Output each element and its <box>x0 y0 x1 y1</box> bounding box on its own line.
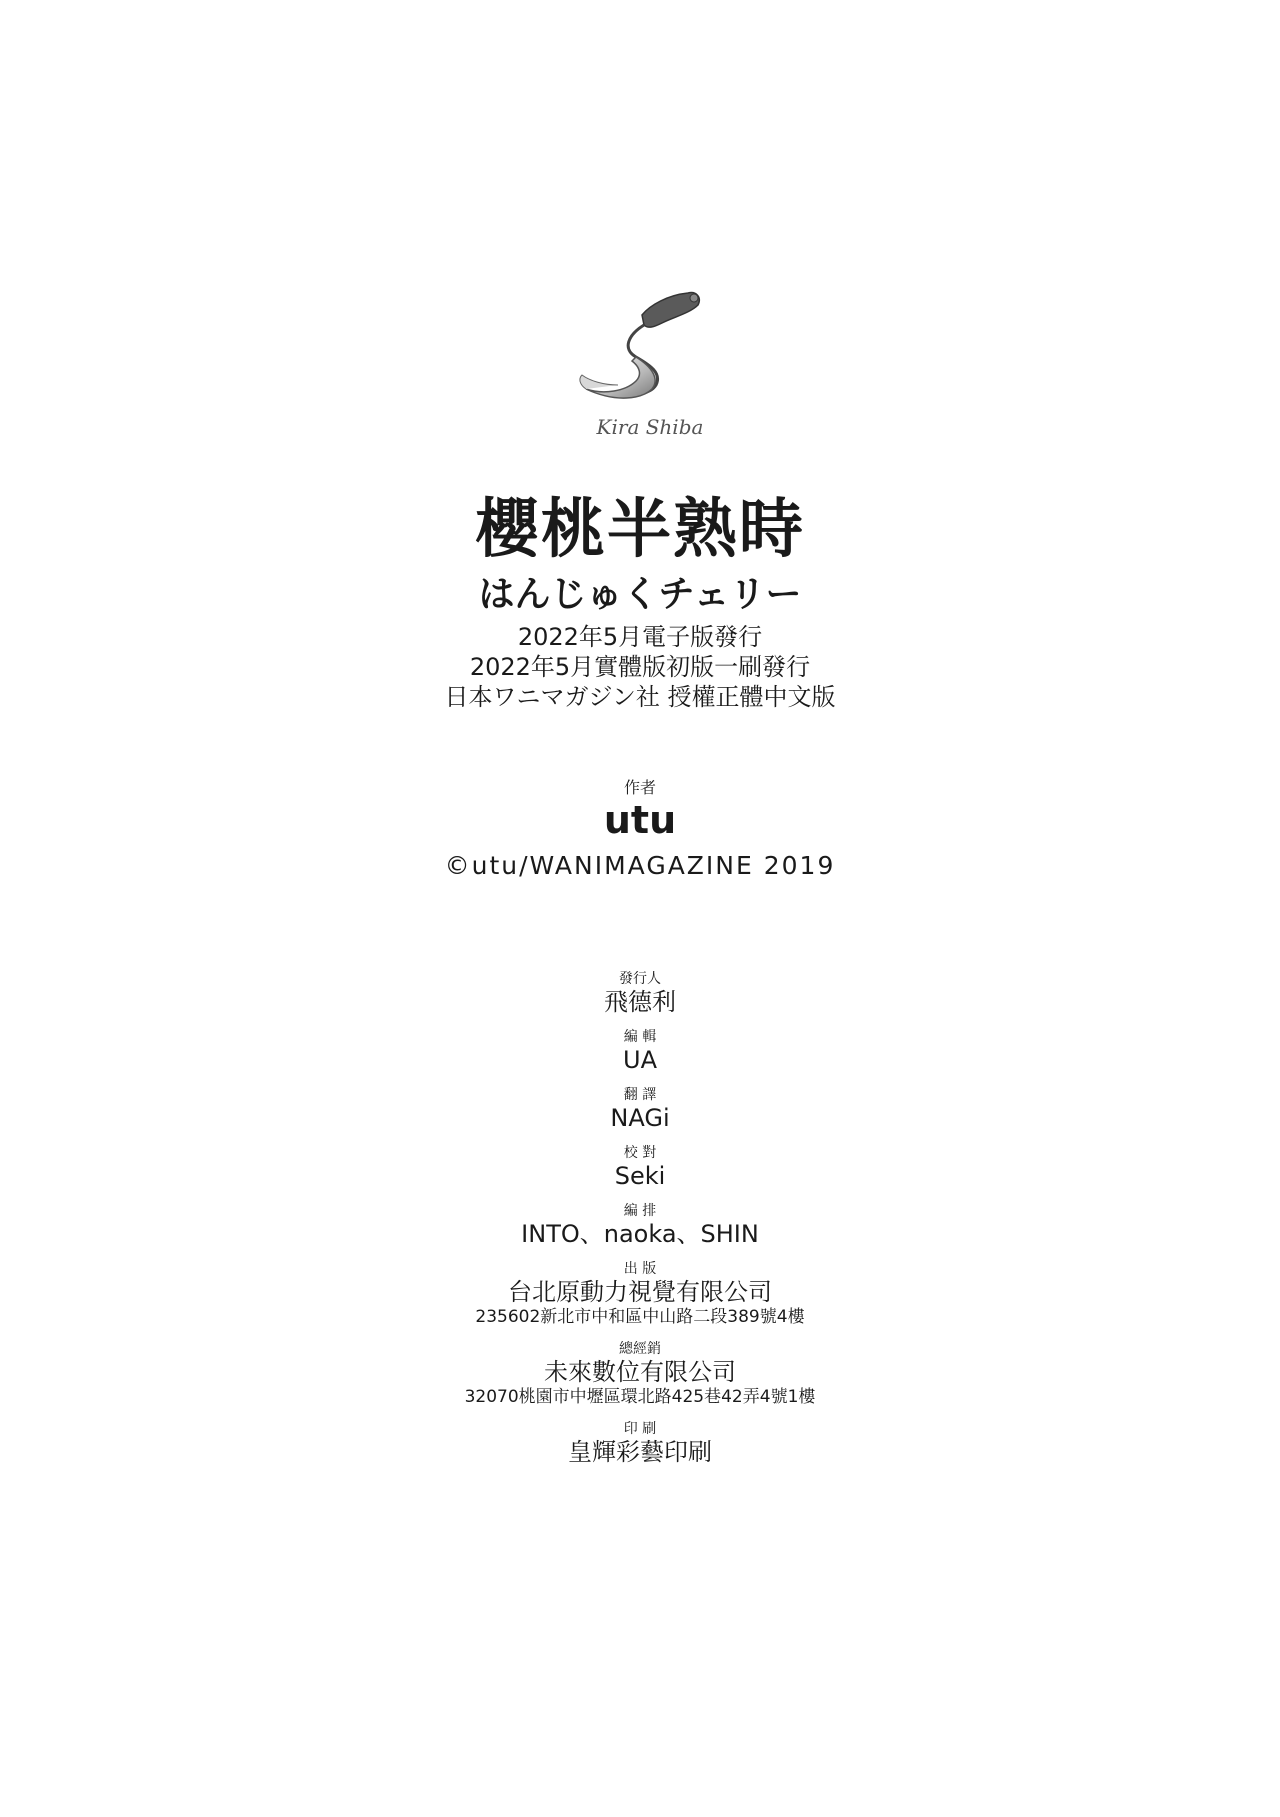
credit-distributor <box>0 1340 1280 1408</box>
credit-role: 翻 譯 <box>623 1087 657 1103</box>
book-subtitle: はんじゅくチェリー <box>478 574 802 615</box>
credit-value: NAGi <box>610 1104 670 1132</box>
credit-value: 未來數位有限公司 <box>544 1358 736 1386</box>
credit-printer <box>0 1420 1280 1466</box>
credits-list <box>0 970 1280 1478</box>
edition-line: 日本ワニマガジン社 授權正體中文版 <box>444 683 836 711</box>
credit-role: 總經銷 <box>619 1341 661 1357</box>
author-label: 作者 <box>623 778 656 797</box>
publisher-logo <box>570 285 720 445</box>
credit-proofreader <box>0 1144 1280 1190</box>
copyright-notice: ©utu/WANIMAGAZINE 2019 <box>444 851 836 880</box>
credit-typesetting <box>0 1202 1280 1248</box>
book-title: 櫻桃半熟時 <box>475 493 805 567</box>
credit-value: 飛德利 <box>604 988 676 1016</box>
credit-translator <box>0 1086 1280 1132</box>
credit-role: 編 排 <box>623 1203 657 1219</box>
logo-wordmark: Kira Shiba <box>596 415 704 439</box>
credit-address: 235602新北市中和區中山路二段389號4樓 <box>475 1307 805 1327</box>
credit-value: 台北原動力視覺有限公司 <box>508 1278 772 1306</box>
credit-role: 校 對 <box>623 1145 657 1161</box>
credit-role: 發行人 <box>619 971 661 987</box>
edition-line: 2022年5月實體版初版一刷發行 <box>469 653 811 681</box>
credit-editor <box>0 1028 1280 1074</box>
edition-info <box>0 622 1280 712</box>
credit-role: 編 輯 <box>623 1029 657 1045</box>
credit-value: Seki <box>614 1162 666 1190</box>
author-name: utu <box>603 798 677 842</box>
edition-line: 2022年5月電子版發行 <box>517 623 763 651</box>
credit-value: INTO、naoka、SHIN <box>521 1220 759 1248</box>
credit-value: 皇輝彩藝印刷 <box>568 1438 712 1466</box>
credit-address: 32070桃園市中壢區環北路425巷42弄4號1樓 <box>464 1387 816 1407</box>
credit-role: 出 版 <box>623 1261 657 1277</box>
knife-blade-icon <box>570 285 720 410</box>
credit-publisher-person <box>0 970 1280 1016</box>
credit-role: 印 刷 <box>623 1421 657 1437</box>
credit-value: UA <box>623 1046 657 1074</box>
credit-publisher <box>0 1260 1280 1328</box>
